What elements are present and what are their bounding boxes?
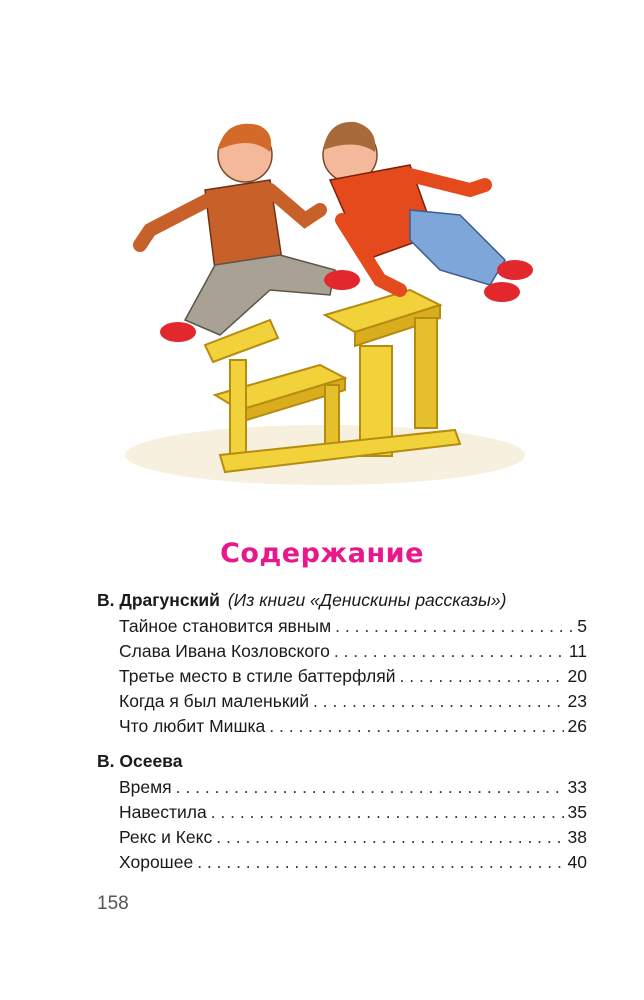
toc-entry[interactable] bbox=[119, 614, 587, 639]
toc-entry[interactable] bbox=[119, 775, 587, 800]
entry-page: 40 bbox=[567, 852, 587, 872]
contents-title: Содержание bbox=[220, 538, 424, 569]
boys-jumping-illustration bbox=[110, 110, 550, 490]
entry-title: Слава Ивана Козловского bbox=[119, 641, 330, 661]
entry-page: 5 bbox=[577, 616, 587, 636]
toc-entry[interactable] bbox=[119, 850, 587, 875]
dot-leader bbox=[216, 825, 563, 850]
entry-page: 35 bbox=[567, 802, 587, 822]
toc-section bbox=[97, 749, 587, 875]
toc-entry[interactable] bbox=[119, 664, 587, 689]
dot-leader bbox=[197, 850, 563, 875]
entry-title: Хорошее bbox=[119, 852, 194, 872]
author-line bbox=[97, 749, 587, 773]
toc-entry[interactable] bbox=[119, 825, 587, 850]
illustration-icon bbox=[110, 110, 550, 490]
author-line bbox=[97, 588, 587, 612]
entry-page: 26 bbox=[567, 716, 587, 736]
toc-entry[interactable] bbox=[119, 639, 587, 664]
dot-leader bbox=[313, 689, 563, 714]
entry-title: Что любит Мишка bbox=[119, 716, 266, 736]
author-name: В. Осеева bbox=[97, 751, 183, 771]
entry-list bbox=[119, 614, 587, 739]
dot-leader bbox=[269, 714, 563, 739]
author-note: (Из книги «Денискины рассказы») bbox=[227, 590, 507, 610]
entry-page: 20 bbox=[567, 666, 587, 686]
toc-section bbox=[97, 588, 587, 739]
dot-leader bbox=[400, 664, 564, 689]
dot-leader bbox=[335, 614, 573, 639]
entry-title: Рекс и Кекс bbox=[119, 827, 213, 847]
entry-title: Когда я был маленький bbox=[119, 691, 310, 711]
toc-entry[interactable] bbox=[119, 689, 587, 714]
toc-entry[interactable] bbox=[119, 714, 587, 739]
dot-leader bbox=[211, 800, 564, 825]
entry-page: 11 bbox=[568, 641, 587, 661]
table-of-contents bbox=[97, 588, 587, 875]
author-name: В. Драгунский bbox=[97, 590, 220, 610]
dot-leader bbox=[334, 639, 565, 664]
page-number: 158 bbox=[97, 893, 129, 914]
dot-leader bbox=[176, 775, 564, 800]
entry-page: 38 bbox=[567, 827, 587, 847]
toc-entry[interactable] bbox=[119, 800, 587, 825]
entry-title: Тайное становится явным bbox=[119, 616, 332, 636]
entry-page: 33 bbox=[567, 777, 587, 797]
entry-page: 23 bbox=[567, 691, 587, 711]
entry-title: Третье место в стиле баттерфляй bbox=[119, 666, 396, 686]
entry-list bbox=[119, 775, 587, 875]
entry-title: Навестила bbox=[119, 802, 207, 822]
entry-title: Время bbox=[119, 777, 172, 797]
